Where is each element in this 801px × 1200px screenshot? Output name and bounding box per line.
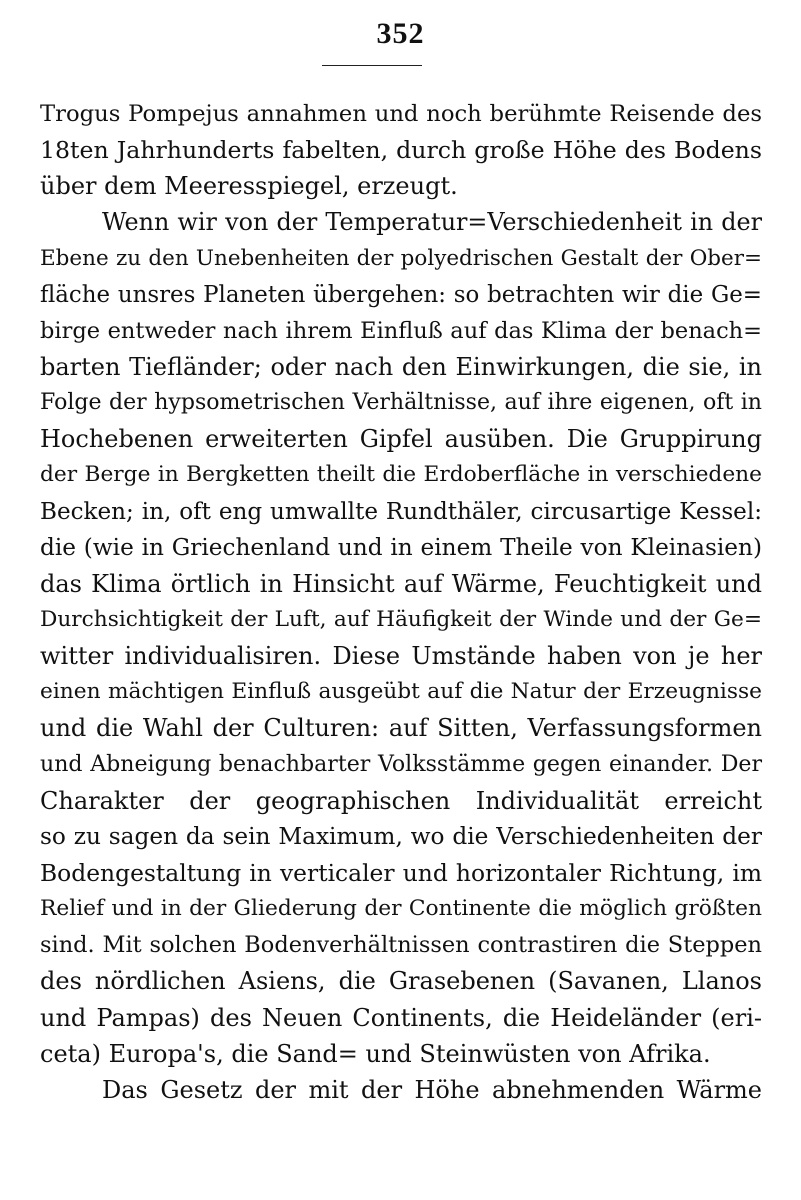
text-line: und Abneigung benachbarter Volksstämme gegen einander. Der bbox=[40, 751, 762, 777]
body-text bbox=[40, 96, 762, 1108]
text-line: Folge der hypsometrischen Verhältnisse, auf ihre eigenen, oft in bbox=[40, 390, 762, 416]
text-line: Bodengestaltung in verticaler und horizontaler Richtung, im bbox=[40, 858, 762, 887]
text-line: sind. Mit solchen Bodenverhältnissen contrastiren die Steppen bbox=[40, 932, 762, 959]
text-line: und Pampas) des Neuen Continents, die Heideländer (eri- bbox=[40, 1003, 762, 1032]
text-line: Trogus Pompejus annahmen und noch berühmte Reisende des bbox=[40, 101, 762, 127]
text-line: und die Wahl der Culturen: auf Sitten, Verfassungsformen bbox=[40, 714, 762, 743]
text-line: Relief und in der Gliederung der Continente die möglich größten bbox=[40, 896, 762, 922]
text-line: ceta) Europa's, die Sand= und Steinwüsten von Afrika. bbox=[40, 1039, 711, 1068]
header-rule bbox=[322, 65, 422, 66]
text-line: einen mächtigen Einfluß ausgeübt auf die Natur der Erzeugnisse bbox=[40, 679, 762, 705]
text-line: über dem Meeresspiegel, erzeugt. bbox=[40, 172, 458, 201]
text-line: Durchsichtigkeit der Luft, auf Häufigkeit der Winde und der Ge= bbox=[40, 606, 762, 632]
text-line: witter individualisiren. Diese Umstände haben von je her bbox=[40, 642, 762, 671]
text-line: so zu sagen da sein Maximum, wo die Verschiedenheiten der bbox=[40, 822, 762, 850]
text-line: fläche unsres Planeten übergehen: so betrachten wir die Ge= bbox=[40, 281, 762, 308]
text-line: das Klima örtlich in Hinsicht auf Wärme, Feuchtigkeit und bbox=[40, 569, 762, 598]
text-line: Becken; in, oft eng umwallte Rundthäler, circusartige Kessel: bbox=[40, 498, 762, 525]
text-line: des nördlichen Asiens, die Grasebenen (Savanen, Llanos bbox=[40, 967, 762, 996]
text-line: Ebene zu den Unebenheiten der polyedrischen Gestalt der Ober= bbox=[40, 245, 762, 271]
page-number: 352 bbox=[376, 17, 425, 50]
text-line: 18ten Jahrhunderts fabelten, durch große Höhe des Bodens bbox=[40, 136, 762, 165]
text-line: barten Tiefländer; oder nach den Einwirkungen, die sie, in bbox=[40, 352, 762, 381]
text-line: Wenn wir von der Temperatur=Verschiedenheit in der bbox=[102, 208, 762, 237]
text-line: Charakter der geographischen Individualität erreicht bbox=[40, 786, 762, 815]
text-line: der Berge in Bergketten theilt die Erdoberfläche in verschiedene bbox=[40, 462, 762, 488]
text-line: Hochebenen erweiterten Gipfel ausüben. Die Gruppirung bbox=[40, 425, 762, 454]
text-line: Das Gesetz der mit der Höhe abnehmenden Wärme bbox=[102, 1075, 762, 1104]
text-line: birge entweder nach ihrem Einfluß auf das Klima der benach= bbox=[40, 317, 762, 344]
text-line: die (wie in Griechenland und in einem Theile von Kleinasien) bbox=[40, 533, 762, 561]
